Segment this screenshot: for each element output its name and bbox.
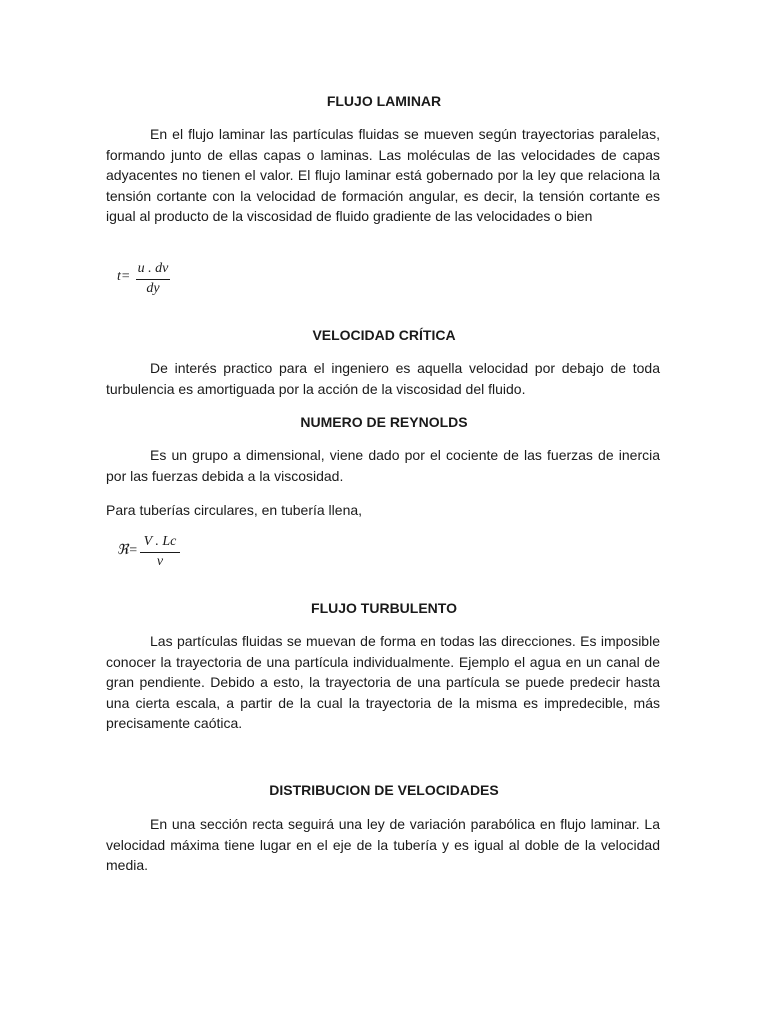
- paragraph-flujo-turbulento: Las partículas fluidas se muevan de forma en todas las direcciones. Es imposible conocer la trayectoria de una partícula individualmente. Ejemplo el agua en un canal de gran pendiente. Debido a esto, la trayectoria de una partícula se puede predecir hasta una cierta escala, a partir de la cual la trayectoria de la misma es impredecible, más precisamente caótica.: [106, 633, 660, 732]
- formula-denominator: dy: [146, 281, 160, 296]
- formula-reynolds: [117, 533, 187, 573]
- paragraph-numero-de-reynolds: Es un grupo a dimensional, viene dado por el cociente de las fuerzas de inercia por las fuerzas debida a la viscosidad.: [106, 447, 660, 484]
- formula-tension-cortante: [117, 260, 177, 300]
- heading-numero-de-reynolds: NUMERO DE REYNOLDS: [300, 414, 468, 430]
- heading-flujo-turbulento: FLUJO TURBULENTO: [311, 600, 457, 616]
- formula-lhs: ℜ=: [117, 543, 138, 558]
- fraction-bar: [140, 552, 180, 553]
- paragraph-flujo-laminar: En el flujo laminar las partículas fluidas se mueven según trayectorias paralelas, formando junto de ellas capas o laminas. Las moléculas de las velocidades de capas adyacentes no tienen el valor. El flujo laminar está gobernado por la ley que relaciona la tensión cortante con la velocidad de formación angular, es decir, la tensión cortante es igual al producto de la viscosidad de fluido gradiente de las velocidades o bien: [106, 126, 660, 225]
- formula-denominator: ν: [156, 554, 164, 569]
- paragraph-distribucion-de-velocidades: En una sección recta seguirá una ley de variación parabólica en flujo laminar. La velocidad máxima tiene lugar en el eje de la tubería y es igual al doble de la velocidad media.: [106, 816, 660, 874]
- heading-distribucion-de-velocidades: DISTRIBUCION DE VELOCIDADES: [269, 782, 499, 798]
- paragraph-tuberias-circulares: Para tuberías circulares, en tubería llena,: [106, 502, 363, 518]
- formula-numerator: V . Lc: [143, 534, 177, 549]
- formula-lhs: t=: [117, 269, 131, 284]
- formula-numerator: u . dv: [137, 261, 169, 276]
- heading-flujo-laminar: FLUJO LAMINAR: [326, 93, 442, 109]
- paragraph-velocidad-critica: De interés practico para el ingeniero es aquella velocidad por debajo de toda turbulencia es amortiguada por la acción de la viscosidad del fluido.: [106, 360, 660, 397]
- fraction-bar: [136, 279, 170, 280]
- heading-velocidad-critica: VELOCIDAD CRÍTICA: [312, 327, 456, 343]
